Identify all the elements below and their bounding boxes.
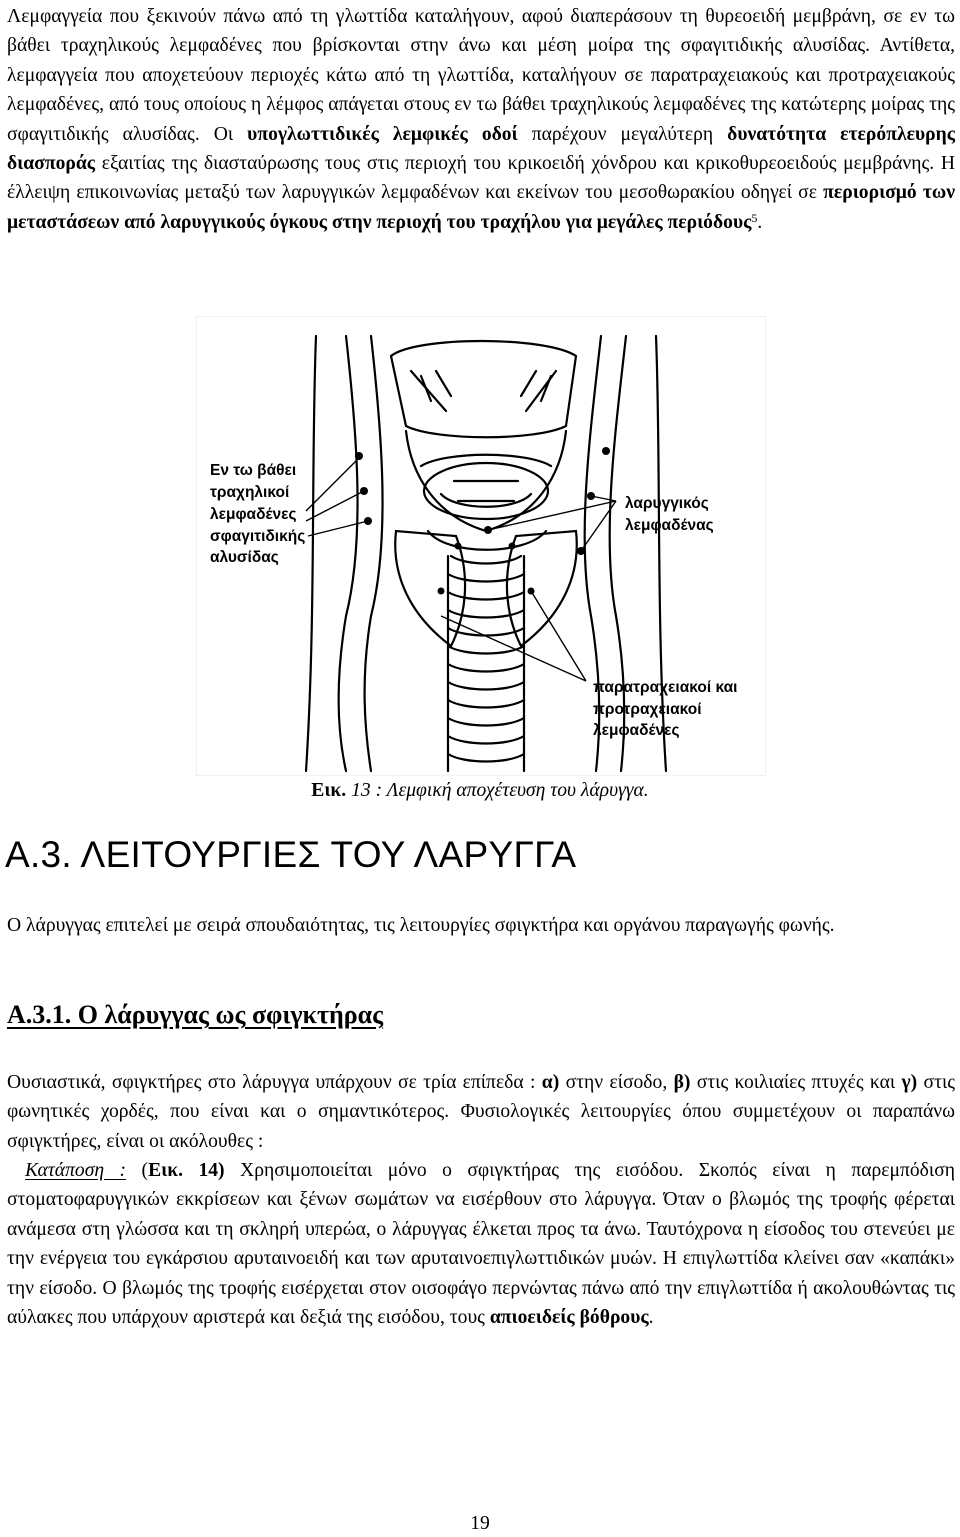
- figure-reference: Εικ.: [148, 1160, 183, 1181]
- label-paratracheal-nodes: παρατραχειακοί και προτραχειακοί λεμφαδένες: [593, 679, 738, 739]
- page-number: 19: [470, 1513, 490, 1534]
- citation-superscript: 5: [751, 210, 758, 225]
- section-heading: Α.3. ΛΕΙΤΟΥΡΓΙΕΣ ΤΟΥ ΛΑΡΥΓΓΑ: [5, 834, 577, 875]
- functions-paragraph: Ο λάρυγγας επιτελεί με σειρά σπουδαιότητας, τις λειτουργίες σφιγκτήρα και οργάνου παραγωγής φωνής.: [7, 915, 835, 936]
- figure-caption: Εικ. 13 : Λεμφική αποχέτευση του λάρυγγα.: [311, 780, 649, 801]
- text-run: .: [757, 211, 763, 233]
- swallowing-paragraph: Κατάποση : (Εικ. 14) Χρησιμοποιείται μόνο ο σφιγκτήρας της εισόδου. Σκοπός είναι η παρεμπόδιση στοματοφαρυγγικών εκκρίσεων και ξένων σωμάτων να εισέρθουν στο λάρυγγα. Όταν ο βλωμός της τροφής φέρεται ανάμεσα στη γλώσσα και τη σκληρή υπερώα, ο λάρυγγας έλκεται προς τα άνω. Ταυτόχρονα η είσοδος του στενεύει με την ενέργεια του εγκάρσιου αρυταινοειδή και των αρυταινοεπιγλωττιδικών μυών. Η επιγλωττίδα κλείνει σαν «καπάκι» την είσοδο. Ο βλωμός της τροφής εισέρχεται στον οισοφάγο περνώντας πάνω από την επιγλωττίδα ή ακολουθώντας τις αύλακες που υπάρχουν αριστερά και δεξιά της εισόδου, τους απιοειδείς βόθρους.: [7, 1160, 955, 1329]
- sphincter-levels-paragraph: Ουσιαστικά, σφιγκτήρες στο λάρυγγα υπάρχουν σε τρία επίπεδα : α) στην είσοδο, β) στις κοιλιαίες πτυχές και γ) στις φωνητικές χορδές, που είναι και ο σημαντικότερος. Φυσιολογικές λειτουργίες όπου συμμετέχουν οι παραπάνω σφιγκτήρες, είναι οι ακόλουθες :: [7, 1072, 955, 1152]
- text-run: Λεμφαγγεία που ξεκινούν πάνω από τη γλωττίδα καταλήγουν, αφού διαπεράσουν τη θυρεοειδή μεμβράνη, σε εν τω βάθει τραχηλικούς λεμφαδένες που βρίσκονται στην άνω και μέση μοίρα της σφαγιτιδικής αλυσίδας. Αντίθετα, λεμφαγγεία που αποχετεύουν περιοχές κάτω από τη γλωττίδα, καταλήγουν σε παρατραχειακούς και προτραχειακούς λεμφαδένες, από τους οποίους η λέμφος απάγεται στους εν τω βάθει τραχηλικούς λεμφαδένες της κατώτερης μοίρας της σφαγιτιδικής αλυσίδας. Οι: [7, 6, 955, 145]
- swallowing-term: Κατάποση :: [25, 1160, 127, 1181]
- subsection-heading: Α.3.1. Ο λάρυγγας ως σφιγκτήρας: [7, 1000, 384, 1029]
- lymphatic-drainage-figure: [196, 316, 766, 776]
- bold-run: δυνατότητα ετερόπλευρης διασποράς: [7, 123, 955, 175]
- label-laryngeal-node: λαρυγγικός λεμφαδένας: [625, 495, 714, 534]
- label-deep-cervical-nodes: Εν τω βάθει τραχηλικοί λεμφαδένες σφαγιτιδικής αλυσίδας: [210, 462, 306, 566]
- bold-run: υπογλωττιδικές λεμφικές οδοί: [247, 123, 518, 145]
- text-run: παρέχουν μεγαλύτερη: [517, 123, 728, 145]
- text-run: εξαιτίας της διασταύρωσης τους στις περιοχή του κρικοειδή χόνδρου και κρικοθυρεοειδούς μεμβράνης. Η έλλειψη επικοινωνίας μεταξύ των λαρυγγικών λεμφαδένων και εκείνων του μεσοθωρακίου οδηγεί σε: [7, 153, 955, 204]
- bold-run: απιοειδείς βόθρους: [489, 1307, 649, 1329]
- bold-run: περιορισμό των μεταστάσεων από λαρυγγικούς όγκους στην περιοχή του τραχήλου για μεγάλες περιόδους: [7, 182, 956, 233]
- intro-paragraph: [7, 2, 955, 237]
